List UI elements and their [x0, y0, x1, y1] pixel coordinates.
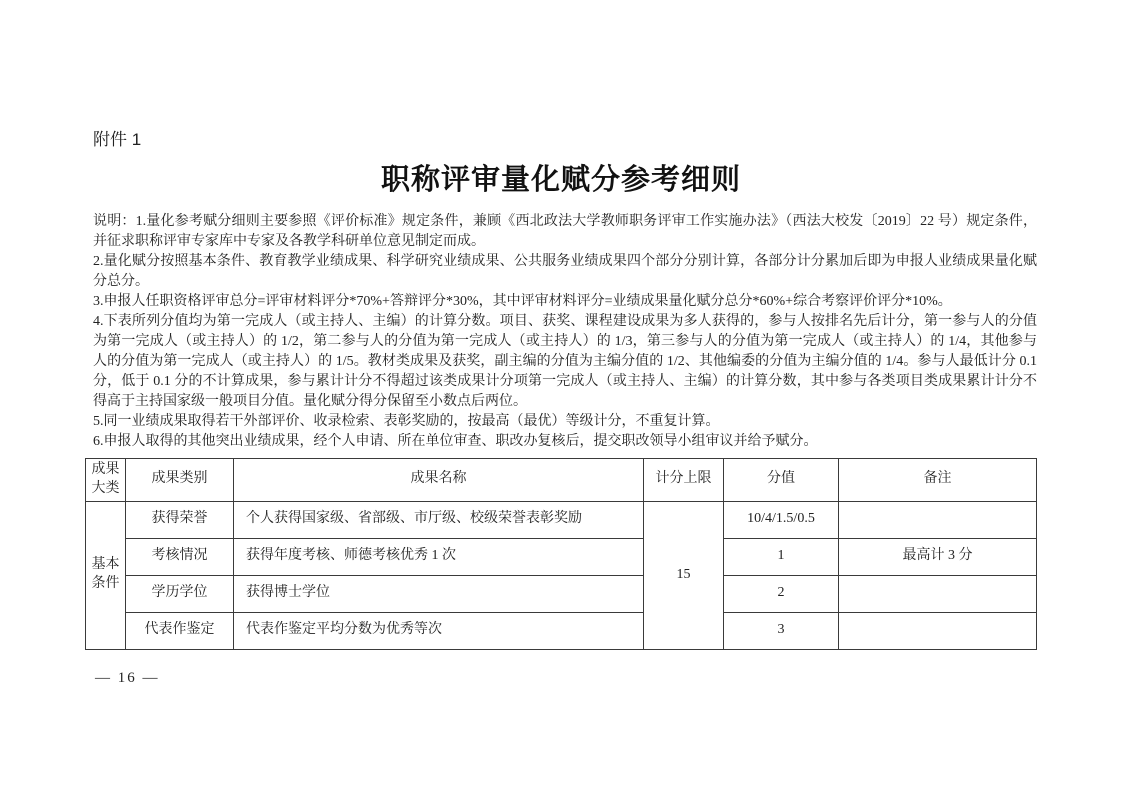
category-group-cell: 基本条件 [86, 501, 126, 649]
score-value-cell: 1 [724, 538, 839, 575]
col-header-score-value: 分值 [724, 459, 839, 502]
table-row-degree [86, 575, 1037, 612]
col-header-remark: 备注 [839, 459, 1037, 502]
result-type-cell: 学历学位 [126, 575, 234, 612]
note-item-3: 3.申报人任职资格评审总分=评审材料评分*70%+答辩评分*30%，其中评审材料评分=业绩成果量化赋分总分*60%+综合考察评价评分*10%。 [93, 294, 952, 309]
result-name-cell: 个人获得国家级、省部级、市厅级、校级荣誉表彰奖励 [234, 501, 644, 538]
remark-cell [839, 575, 1037, 612]
result-name-cell: 获得博士学位 [234, 575, 644, 612]
table-row-representative-work [86, 612, 1037, 649]
col-header-result-name: 成果名称 [234, 459, 644, 502]
score-value-cell: 2 [724, 575, 839, 612]
note-item-5: 5.同一业绩成果取得若干外部评价、收录检索、表彰奖励的，按最高（最优）等级计分，不重复计算。 [93, 414, 720, 429]
table-row-honor [86, 501, 1037, 538]
page-number: — 16 — [95, 670, 160, 686]
col-header-result-type: 成果类别 [126, 459, 234, 502]
result-name-cell: 获得年度考核、师德考核优秀 1 次 [234, 538, 644, 575]
page-title: 职称评审量化赋分参考细则 [380, 164, 741, 196]
attachment-label: 附件 1 [93, 130, 142, 149]
result-type-cell: 考核情况 [126, 538, 234, 575]
col-header-score-cap: 计分上限 [644, 459, 724, 502]
result-name-cell: 代表作鉴定平均分数为优秀等次 [234, 612, 644, 649]
result-type-cell: 代表作鉴定 [126, 612, 234, 649]
remark-cell [839, 612, 1037, 649]
score-table [85, 458, 1037, 650]
score-value-cell: 10/4/1.5/0.5 [724, 501, 839, 538]
table-header-row [86, 459, 1037, 502]
score-cap-cell: 15 [644, 501, 724, 649]
table-row-assessment [86, 538, 1037, 575]
remark-cell [839, 501, 1037, 538]
note-item-6: 6.申报人取得的其他突出业绩成果，经个人申请、所在单位审查、职改办复核后，提交职改领导小组审议并给予赋分。 [93, 434, 818, 449]
note-item-4: 4.下表所列分值均为第一完成人（或主持人、主编）的计算分数。项目、获奖、课程建设成果为多人获得的，参与人按排名先后计分，第一参与人的分值为第一完成人（或主持人）的 1/2，第二参与人的分值为第一完成人（或主持人）的 1/3，第三参与人的分值为第一完成人（或主持人）的 1/4，其他参与人的分值为第一完成人（或主持人）的 1/5。教材类成果及获奖，副主编的分值为主编分值的 1/2、其他编委的分值为主编分值的 1/4。参与人最低计分 0.1 分，低于 0.1 分的不计算成果，参与累计计分不得超过该类成果计分项第一完成人（或主持人、主编）的计算分数，其中参与各类项目类成果累计计分不得高于主持国家级一般项目分值。量化赋分得分保留至小数点后两位。 [93, 314, 1037, 409]
col-header-category-group: 成果大类 [86, 459, 126, 502]
notes-block [93, 212, 1037, 452]
note-item-1: 说明：1.量化参考赋分细则主要参照《评价标准》规定条件，兼顾《西北政法大学教师职务评审工作实施办法》（西法大校发〔2019〕22 号）规定条件，并征求职称评审专家库中专家及各教学科研单位意见制定而成。 [93, 214, 1037, 249]
remark-cell: 最高计 3 分 [839, 538, 1037, 575]
note-item-2: 2.量化赋分按照基本条件、教育教学业绩成果、科学研究业绩成果、公共服务业绩成果四个部分分别计算，各部分计分累加后即为申报人业绩成果量化赋分总分。 [93, 254, 1037, 289]
score-value-cell: 3 [724, 612, 839, 649]
result-type-cell: 获得荣誉 [126, 501, 234, 538]
